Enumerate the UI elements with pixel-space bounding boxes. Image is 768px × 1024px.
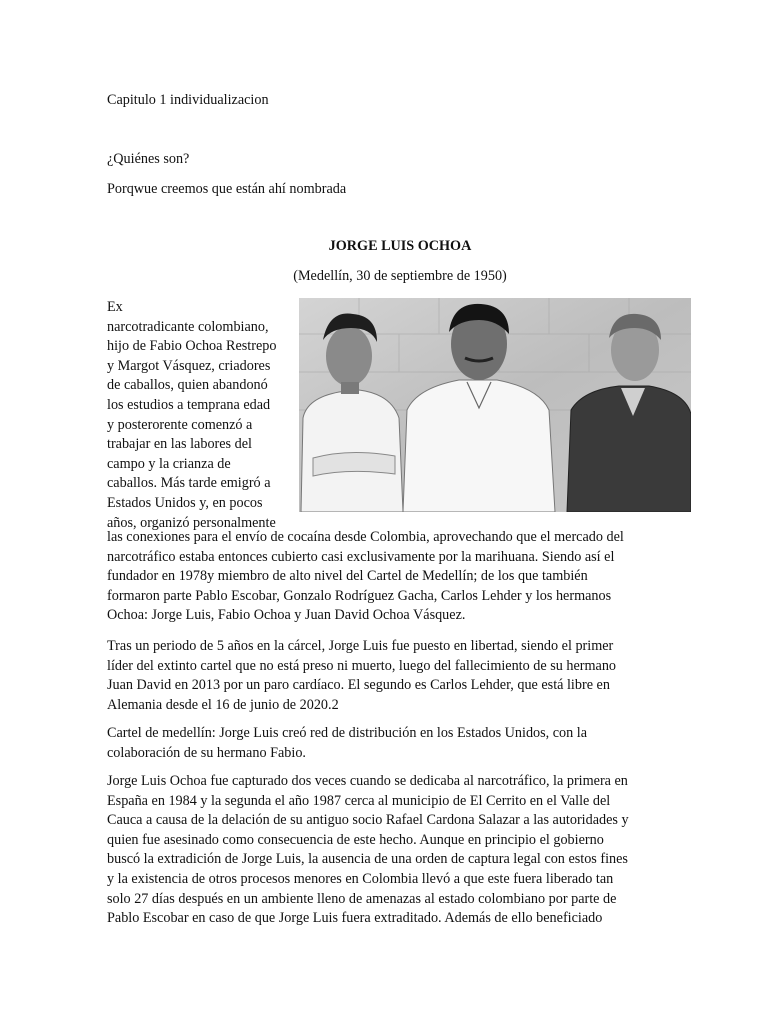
text-line: narcotráfico estaba entonces cubierto casi exclusivamente por la marihuana. Siendo así el <box>107 548 615 565</box>
text-line: hijo de Fabio Ochoa Restrepo <box>107 338 277 355</box>
text-line: años, organizó personalmente <box>107 514 276 531</box>
text-line: líder del extinto cartel que no está preso ni muerto, luego del fallecimiento de su hermano <box>107 657 617 674</box>
text-line: los estudios a temprana edad <box>107 396 271 413</box>
text-line: Estados Unidos y, en pocos <box>107 494 263 511</box>
text-line: Tras un periodo de 5 años en la cárcel, Jorge Luis fue puesto en libertad, siendo el primer <box>107 638 614 654</box>
text-line: narcotradicante colombiano, <box>107 318 269 335</box>
ochoa-brothers-photo <box>299 298 691 512</box>
intro-paragraph-continued <box>107 528 693 626</box>
subquestion-text: Porqwue creemos que están ahí nombrada <box>107 181 347 197</box>
text-line: Ochoa: Jorge Luis, Fabio Ochoa y Juan David Ochoa Vásquez. <box>107 607 466 624</box>
text-line: España en 1984 y la segunda el año 1987 cerca al municipio de El Cerrito en el Valle del <box>107 792 611 809</box>
text-line: caballos. Más tarde emigró a <box>107 475 271 492</box>
text-line: y la existencia de otros procesos menores en Colombia llevó a que este fuera liberado tan <box>107 870 614 887</box>
text-line: quien fue asesinado como consecuencia de este hecho. Aunque en principio el gobierno <box>107 831 604 848</box>
text-line: Ex <box>107 299 123 315</box>
text-line: de caballos, quien abandonó <box>107 377 268 394</box>
text-line: Pablo Escobar en caso de que Jorge Luis fuera extraditado. Además de ello beneficiado <box>107 910 603 927</box>
chapter-heading: Capitulo 1 individualizacion <box>107 92 269 108</box>
text-line: y posterorente comenzó a <box>107 416 253 433</box>
intro-paragraph <box>107 298 297 533</box>
text-line: fundador en 1978y miembro de alto nivel del Cartel de Medellín; de los que también <box>107 568 588 585</box>
text-line: Cauca a causa de la delación de su antiguo socio Rafael Cardona Salazar a las autoridades y <box>107 812 629 829</box>
birth-info: (Medellín, 30 de septiembre de 1950) <box>293 268 507 284</box>
text-line: Jorge Luis Ochoa fue capturado dos veces cuando se dedicaba al narcotráfico, la primera en <box>107 773 628 789</box>
paragraph-3 <box>107 724 693 763</box>
text-line: trabajar en las labores del <box>107 436 252 453</box>
text-line: y Margot Vásquez, criadores <box>107 357 271 374</box>
paragraph-4 <box>107 772 693 929</box>
text-line: Juan David en 2013 por un paro cardíaco. El segundo es Carlos Lehder, que está libre en <box>107 677 610 694</box>
paragraph-2 <box>107 637 693 715</box>
person-name-title: JORGE LUIS OCHOA <box>328 238 472 254</box>
question-heading: ¿Quiénes son? <box>107 151 190 167</box>
text-line: formaron parte Pablo Escobar, Gonzalo Rodríguez Gacha, Carlos Lehder y los hermanos <box>107 587 612 604</box>
text-line: Alemania desde el 16 de junio de 2020.2 <box>107 696 339 713</box>
text-line: buscó la extradición de Jorge Luis, la ausencia de una orden de captura legal con estos fines <box>107 851 628 868</box>
text-line: campo y la crianza de <box>107 455 231 472</box>
text-line: colaboración de su hermano Fabio. <box>107 744 306 761</box>
text-line: Cartel de medellín: Jorge Luis creó red de distribución en los Estados Unidos, con la <box>107 725 588 741</box>
text-line: las conexiones para el envío de cocaína desde Colombia, aprovechando que el mercado del <box>107 529 624 545</box>
text-line: solo 27 días después en un ambiente lleno de amenazas al estado colombiano por parte de <box>107 890 617 907</box>
